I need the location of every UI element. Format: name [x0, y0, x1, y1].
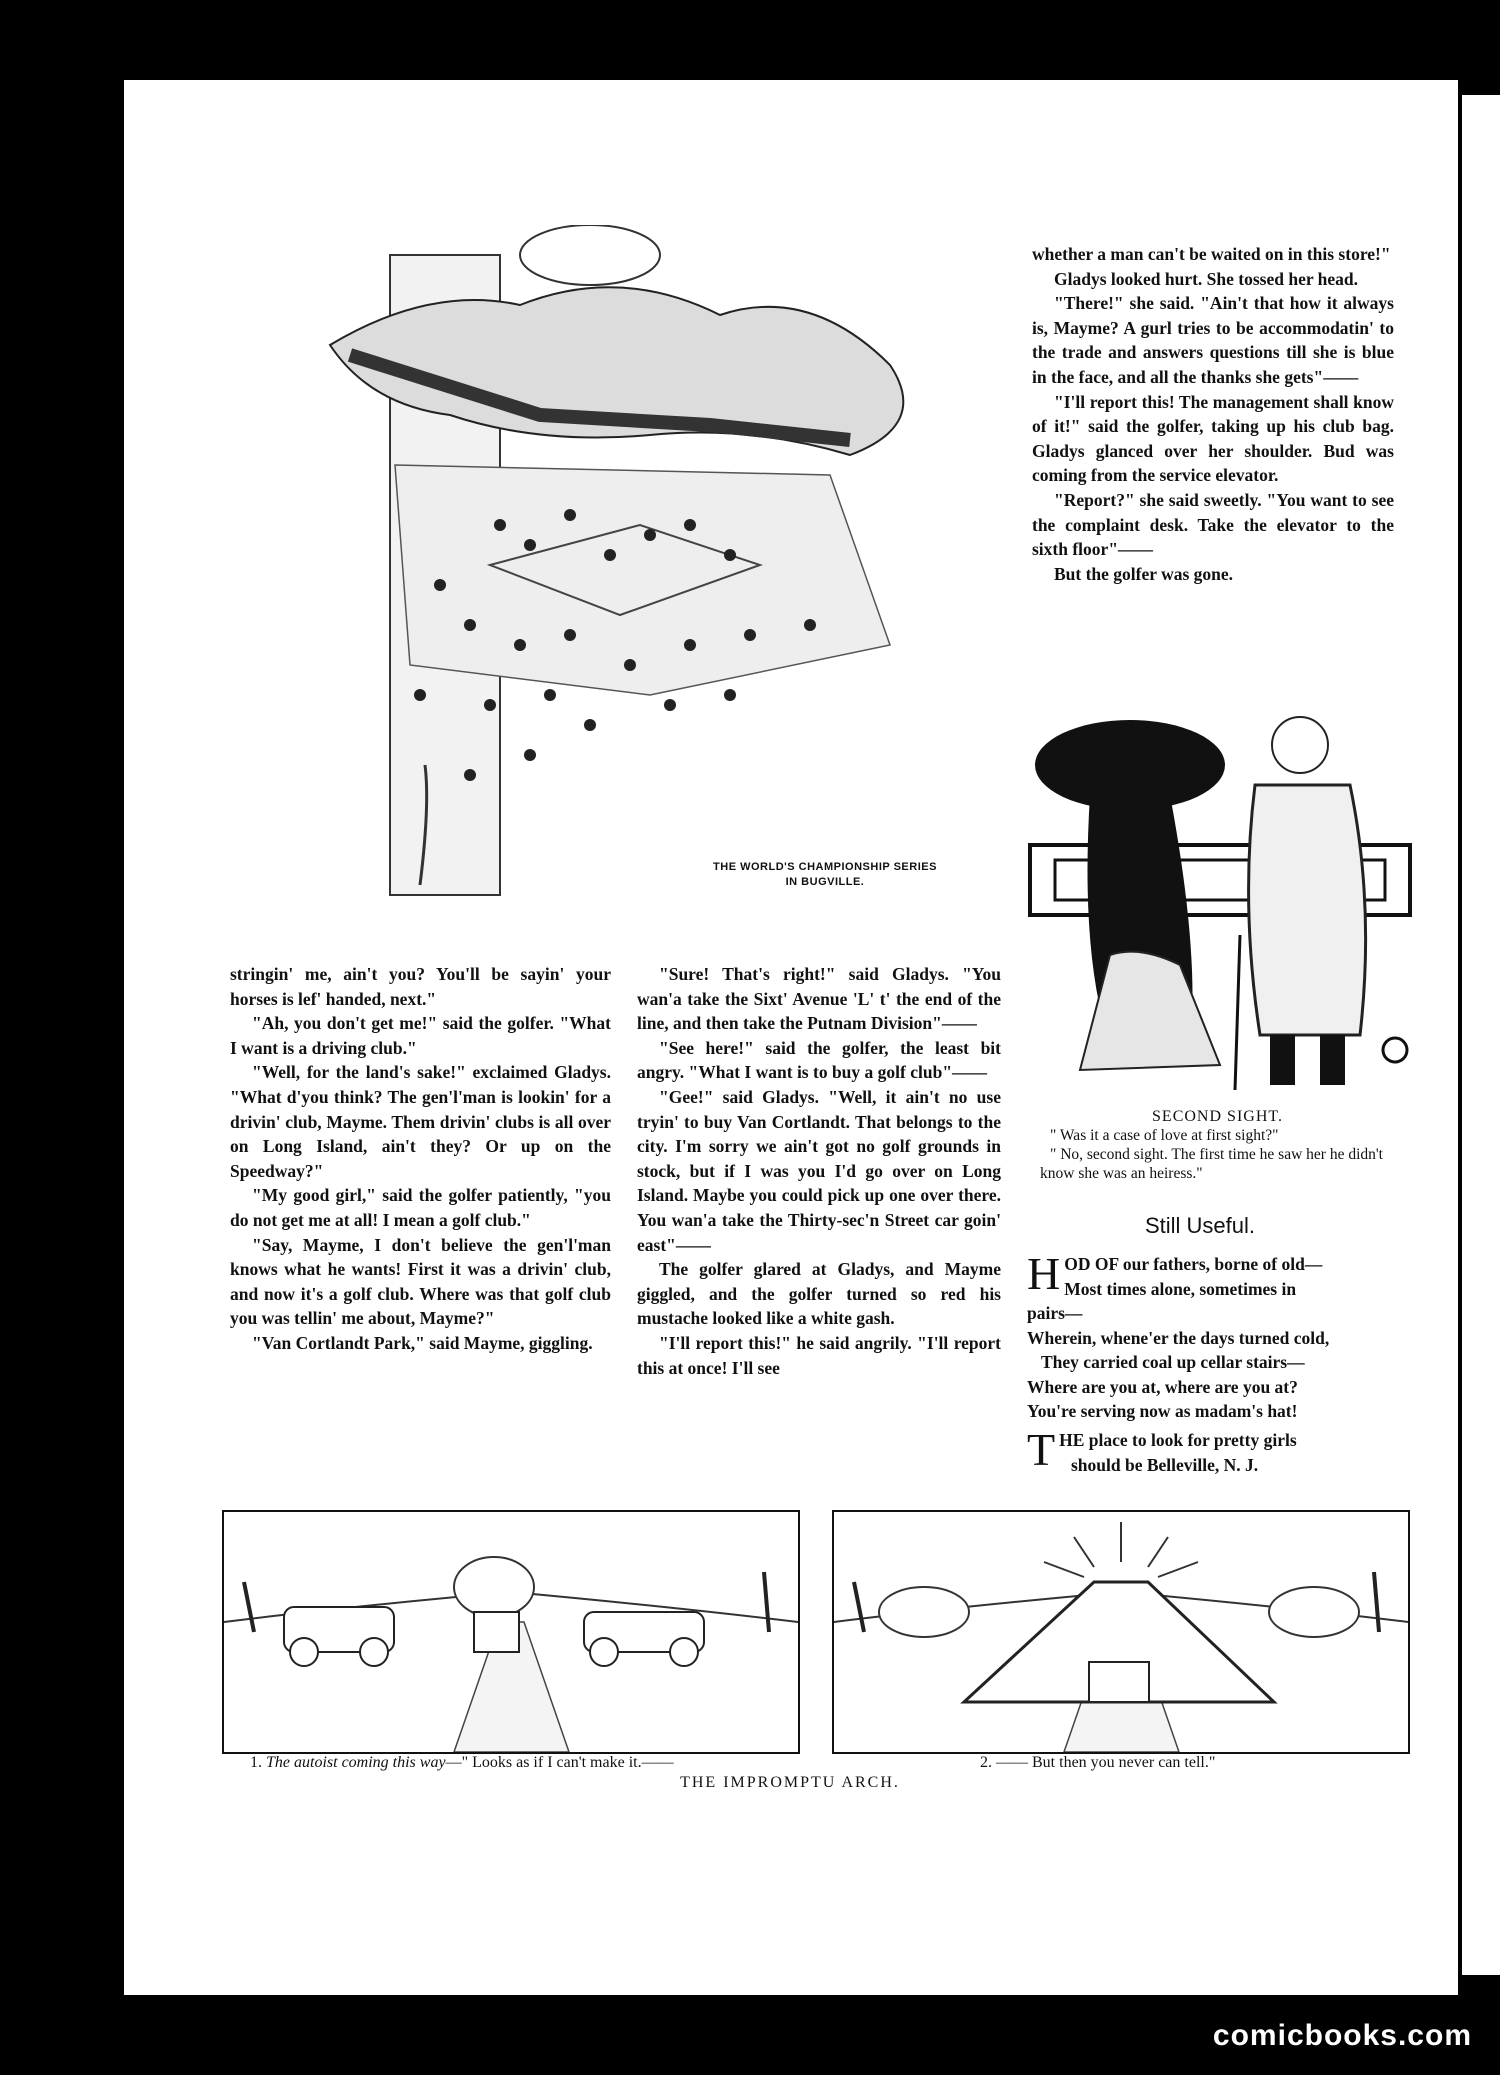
belleville-note — [1027, 1424, 1407, 1477]
paragraph: stringin' me, ain't you? You'll be sayin' your horses is lef' handed, next." — [230, 964, 611, 1009]
poem — [1027, 1248, 1407, 1424]
strip-panel-1 — [222, 1510, 800, 1754]
site-watermark: comicbooks.com — [1212, 2019, 1472, 2052]
paragraph: "Sure! That's right!" said Gladys. "You wan'a take the Sixt' Avenue 'L' t' the end of the line, and then take the Putnam Division"—— — [637, 964, 1001, 1034]
poem-title: Still Useful. — [1144, 1213, 1256, 1238]
poem-line: pairs— — [1027, 1303, 1083, 1323]
paragraph: "Gee!" said Gladys. "Well, it ain't no use tryin' to buy Van Cortlandt. That belongs to the city. I'm sorry we ain't got no golf grounds in stock, but if I was you I'd go over on Long Island. Maybe you could pick up one over there. You wan'a take the Thirty-sec'n Street car goin' east"—— — [637, 1086, 1001, 1255]
paragraph: "I'll report this! The management shall know of it!" said the golfer, taking up his club bag. Gladys glanced over her shoulder. Bud was coming from the service elevator. — [1032, 391, 1394, 486]
paragraph: "See here!" said the golfer, the least bit angry. "What I want is to buy a golf club"—— — [637, 1037, 1001, 1083]
strip-caption-1-italic: The autoist coming this way — [266, 1754, 446, 1771]
poem-line: You're serving now as madam's hat! — [1027, 1401, 1298, 1421]
bugville-illustration — [290, 225, 980, 905]
second-sight-caption — [1040, 1107, 1395, 1183]
strip-caption-1 — [250, 1754, 770, 1772]
paragraph: "Report?" she said sweetly. "You want to see the complaint desk. Take the elevator to the sixth floor"—— — [1032, 489, 1394, 560]
paragraph: "Ah, you don't get me!" said the golfer. "What I want is a driving club." — [230, 1013, 611, 1058]
strip-panel-2 — [832, 1510, 1410, 1754]
bugville-caption — [680, 860, 970, 890]
strip-caption-1-number: 1. — [250, 1754, 262, 1771]
paragraph: But the golfer was gone. — [1054, 563, 1234, 584]
next-page-edge — [1462, 95, 1500, 1975]
strip-title: THE IMPROMPTU ARCH. — [680, 1774, 900, 1791]
belleville-dropcap: T — [1027, 1424, 1056, 1475]
poem-line: Most times alone, sometimes in — [1064, 1278, 1297, 1299]
paragraph: whether a man can't be waited on in this store!" — [1032, 244, 1391, 264]
paragraph: "Well, for the land's sake!" exclaimed Gladys. "What d'you think? The gen'l'man is lookin' for a drivin' club, Mayme. Them drivin' clubs is all over on Long Island, ain't they? Or up on the Speedway?" — [230, 1062, 611, 1181]
poem-line: OD OF our fathers, borne of old— — [1064, 1254, 1323, 1274]
belleville-line2: should be Belleville, N. J. — [1071, 1454, 1259, 1475]
poem-dropcap: H — [1027, 1248, 1061, 1299]
poem-line: They carried coal up cellar stairs— — [1041, 1352, 1305, 1372]
paragraph: "Say, Mayme, I don't believe the gen'l'man knows what he wants! First it was a drivin' club, and now it's a golf club. Where was that golf club you was tellin' me about, Mayme?" — [230, 1234, 611, 1329]
middle-column — [637, 962, 1001, 1380]
paragraph: Gladys looked hurt. She tossed her head. — [1054, 268, 1359, 289]
paragraph: "There!" she said. "Ain't that how it always is, Mayme? A gurl tries to be accommodatin' to the trade and answers questions till she is blue in the face, and all the thanks she gets"—— — [1032, 293, 1394, 387]
paragraph: "My good girl," said the golfer patiently, "you do not get me at all! I mean a golf club." — [230, 1185, 611, 1230]
bugville-caption-line1: THE WORLD'S CHAMPIONSHIP SERIES — [713, 861, 937, 873]
second-sight-line1: " Was it a case of love at first sight?" — [1050, 1127, 1279, 1144]
second-sight-line2: " No, second sight. The first time he saw her he didn't know she was an heiress." — [1040, 1146, 1383, 1182]
poem-line: Wherein, whene'er the days turned cold, — [1027, 1327, 1330, 1348]
second-sight-title: SECOND SIGHT. — [1152, 1108, 1283, 1125]
second-sight-illustration — [1020, 705, 1420, 1100]
bugville-caption-line2: IN BUGVILLE. — [785, 876, 865, 888]
paragraph: "I'll report this!" he said angrily. "I'll report this at once! I'll see — [637, 1332, 1001, 1378]
paragraph: The golfer glared at Gladys, and Mayme giggled, and the golfer turned so red his mustache looked like a white gash. — [637, 1259, 1001, 1329]
strip-caption-2: 2. —— But then you never can tell." — [980, 1754, 1216, 1771]
left-column — [230, 962, 611, 1356]
poem-line: Where are you at, where are you at? — [1027, 1376, 1298, 1397]
strip-caption-1-rest: —" Looks as if I can't make it.—— — [445, 1754, 674, 1771]
paragraph: "Van Cortlandt Park," said Mayme, giggling. — [252, 1332, 593, 1353]
belleville-line1: HE place to look for pretty girls — [1059, 1430, 1297, 1450]
right-top-column — [1032, 242, 1394, 586]
